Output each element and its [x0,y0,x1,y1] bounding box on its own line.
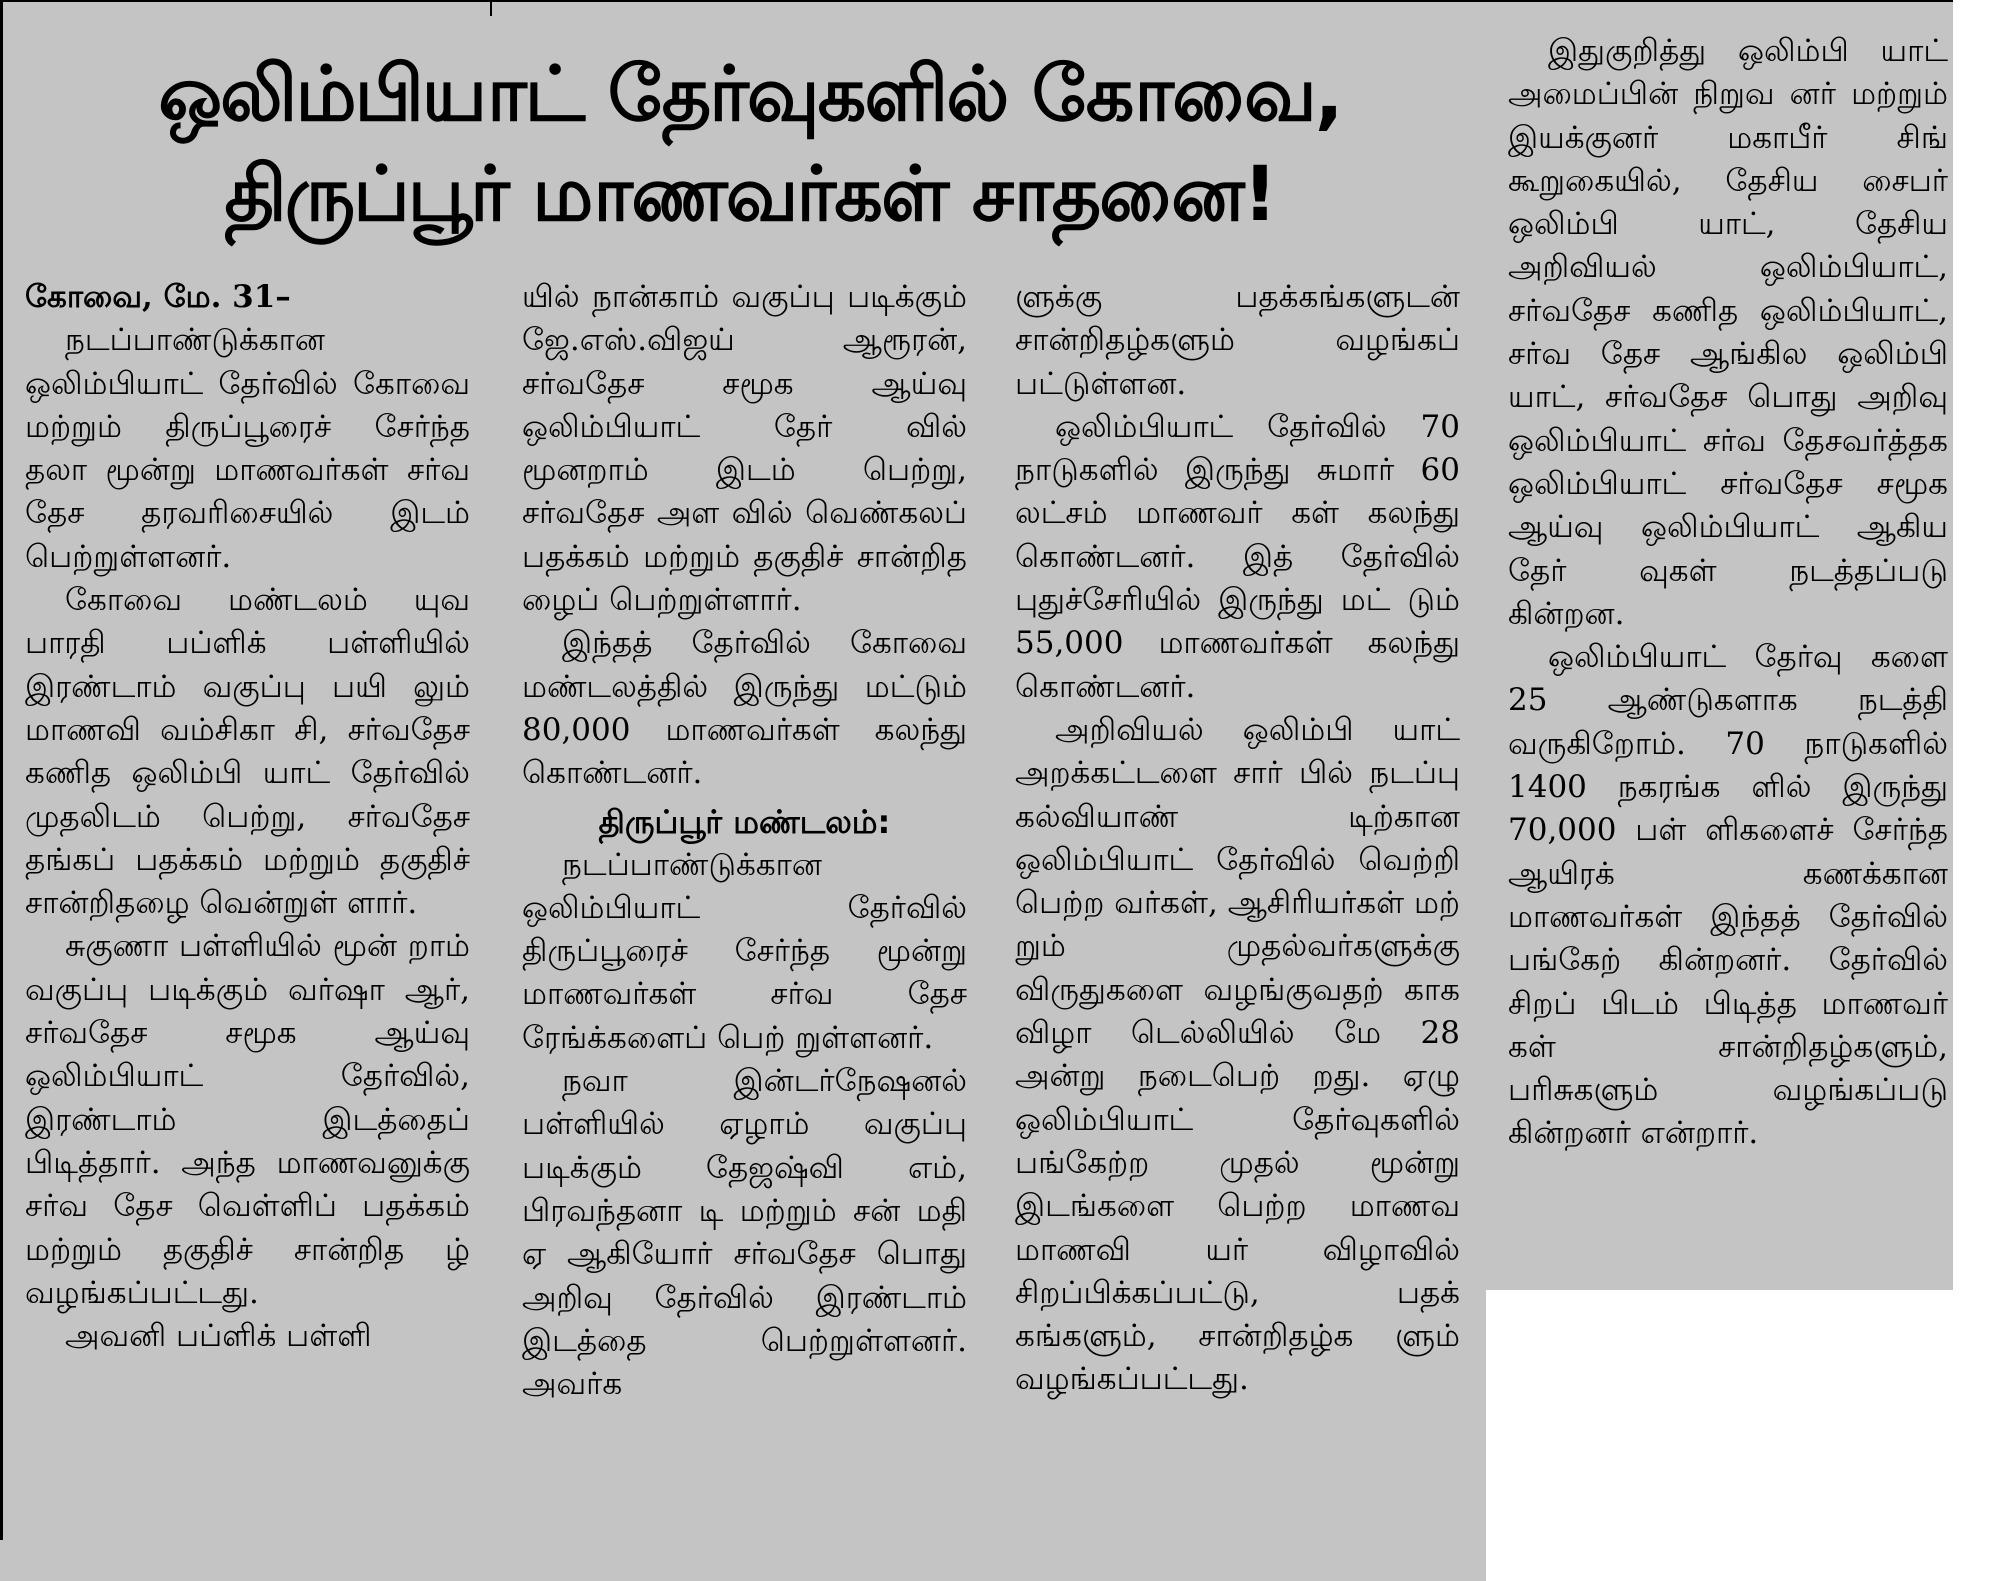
paragraph: நவா இன்டர்நேஷனல் பள்ளியில் ஏழாம் வகுப்பு படிக்கும் தேஜஷ்வி எம், பிரவந்தனா டி மற்றும் சன் மதி ஏ ஆகியோர் சர்வதேச பொது அறிவு தேர்வில் இரண்டாம் இடத்தை பெற்றுள்ளனர். அவர்க [522,1063,967,1403]
paragraph: சுகுணா பள்ளியில் மூன் றாம் வகுப்பு படிக்கும் வர்ஷா ஆர், சர்வதேச சமூக ஆய்வு ஒலிம்பியாட் தேர்வில், இரண்டாம் இடத்தைப் பிடித்தார். அந்த மாணவனுக்கு சர்வ தேச வெள்ளிப் பதக்கம் மற்றும் தகுதிச் சான்றித ழ் வழங்கப்பட்டது. [25,928,470,1311]
paragraph: அவனி பப்ளிக் பள்ளி [65,1318,372,1355]
article-column-4 [1508,30,1948,1156]
top-rule [0,0,1486,2]
headline-line-2: திருப்பூர் மாணவர்கள் சாதனை! [224,149,1276,238]
article-column-1 [25,276,470,1358]
article-column-2 [522,276,967,1406]
dateline: கோவை, மே. 31– [25,279,291,315]
paragraph: இந்தத் தேர்வில் கோவை மண்டலத்தில் இருந்து மட்டும் 80,000 மாணவர்கள் கலந்து கொண்டனர். [522,625,967,792]
paragraph: ஒலிம்பியாட் தேர்வு களை 25 ஆண்டுகளாக நடத்தி வருகிறோம். 70 நாடுகளில் 1400 நகரங்க ளில் இருந்து 70,000 பள் ளிகளைச் சேர்ந்த ஆயிரக் கணக்கான மாணவர்கள் இந்தத் தேர்வில் பங்கேற் கின்றனர். தேர்வில் சிறப் பிடம் பிடித்த மாணவர் கள் சான்றிதழ்களும், பரிசுகளும் வழங்கப்படு கின்றனர் என்றார். [1508,639,1948,1152]
subheading: திருப்பூர் மண்டலம்: [598,802,891,841]
paragraph: யில் நான்காம் வகுப்பு படிக்கும் ஜே.எஸ்.விஜய் ஆரூரன், சர்வதேச சமூக ஆய்வு ஒலிம்பியாட் தேர் வில் மூனறாம் இடம் பெற்று, சர்வதேச அள வில் வெண்கலப் பதக்கம் மற்றும் தகுதிச் சான்றித ழைப் பெற்றுள்ளார். [522,279,967,619]
headline [20,44,1480,244]
top-rule [1486,0,1953,2]
paragraph: ஒலிம்பியாட் தேர்வில் 70 நாடுகளில் இருந்து சுமார் 60 லட்சம் மாணவர் கள் கலந்து கொண்டனர். இத் தேர்வில் புதுச்சேரியில் இருந்து மட் டும் 55,000 மாணவர்கள் கலந்து கொண்டனர். [1015,408,1460,705]
paragraph: நடப்பாண்டுக்கான ஒலிம்பியாட் தேர்வில் கோவை மற்றும் திருப்பூரைச் சேர்ந்த தலா மூன்று மாணவர்கள் சர்வ தேச தரவரிசையில் இடம் பெற்றுள்ளனர். [25,322,470,575]
paragraph: இதுகுறித்து ஒலிம்பி யாட் அமைப்பின் நிறுவ னர் மற்றும் இயக்குனர் மகாபீர் சிங் கூறுகையில், தேசிய சைபர் ஒலிம்பி யாட், தேசிய அறிவியல் ஒலிம்பியாட், சர்வதேச கணித ஒலிம்பியாட், சர்வ தேச ஆங்கில ஒலிம்பி யாட், சர்வதேச பொது அறிவு ஒலிம்பியாட் சர்வ தேசவர்த்தக ஒலிம்பியாட் சர்வதேச சமூக ஆய்வு ஒலிம்பியாட் ஆகிய தேர் வுகள் நடத்தப்படு கின்றன. [1508,33,1948,632]
paragraph: அறிவியல் ஒலிம்பி யாட் அறக்கட்டளை சார் பில் நடப்பு கல்வியாண் டிற்கான ஒலிம்பியாட் தேர்வில் வெற்றி பெற்ற வர்கள், ஆசிரியர்கள் மற் றும் முதல்வர்களுக்கு விருதுகளை வழங்குவதற் காக விழா டெல்லியில் மே 28 அன்று நடைபெற் றது. ஏழு ஒலிம்பியாட் தேர்வுகளில் பங்கேற்ற முதல் மூன்று இடங்களை பெற்ற மாணவ மாணவி யர் விழாவில் சிறப்பிக்கப்பட்டு, பதக் கங்களும், சான்றிதழ்க ளும் வழங்கப்பட்டது. [1015,711,1460,1398]
headline-line-1: ஒலிம்பியாட் தேர்வுகளில் கோவை, [158,49,1342,138]
left-rule [0,0,3,1540]
article-column-3 [1015,276,1460,1402]
column-divider [490,0,492,16]
paragraph: நடப்பாண்டுக்கான ஒலிம்பியாட் தேர்வில் திருப்பூரைச் சேர்ந்த மூன்று மாணவர்கள் சர்வ தேச ரேங்க்களைப் பெற் றுள்ளனர். [522,846,967,1056]
paragraph: ளுக்கு பதக்கங்களுடன் சான்றிதழ்களும் வழங்கப் பட்டுள்ளன. [1015,279,1460,402]
paragraph: கோவை மண்டலம் யுவ பாரதி பப்ளிக் பள்ளியில் இரண்டாம் வகுப்பு பயி லும் மாணவி வம்சிகா சி, சர்வதேச கணித ஒலிம்பி யாட் தேர்வில் முதலிடம் பெற்று, சர்வதேச தங்கப் பதக்கம் மற்றும் தகுதிச் சான்றிதழை வென்றுள் ளார். [25,582,470,922]
